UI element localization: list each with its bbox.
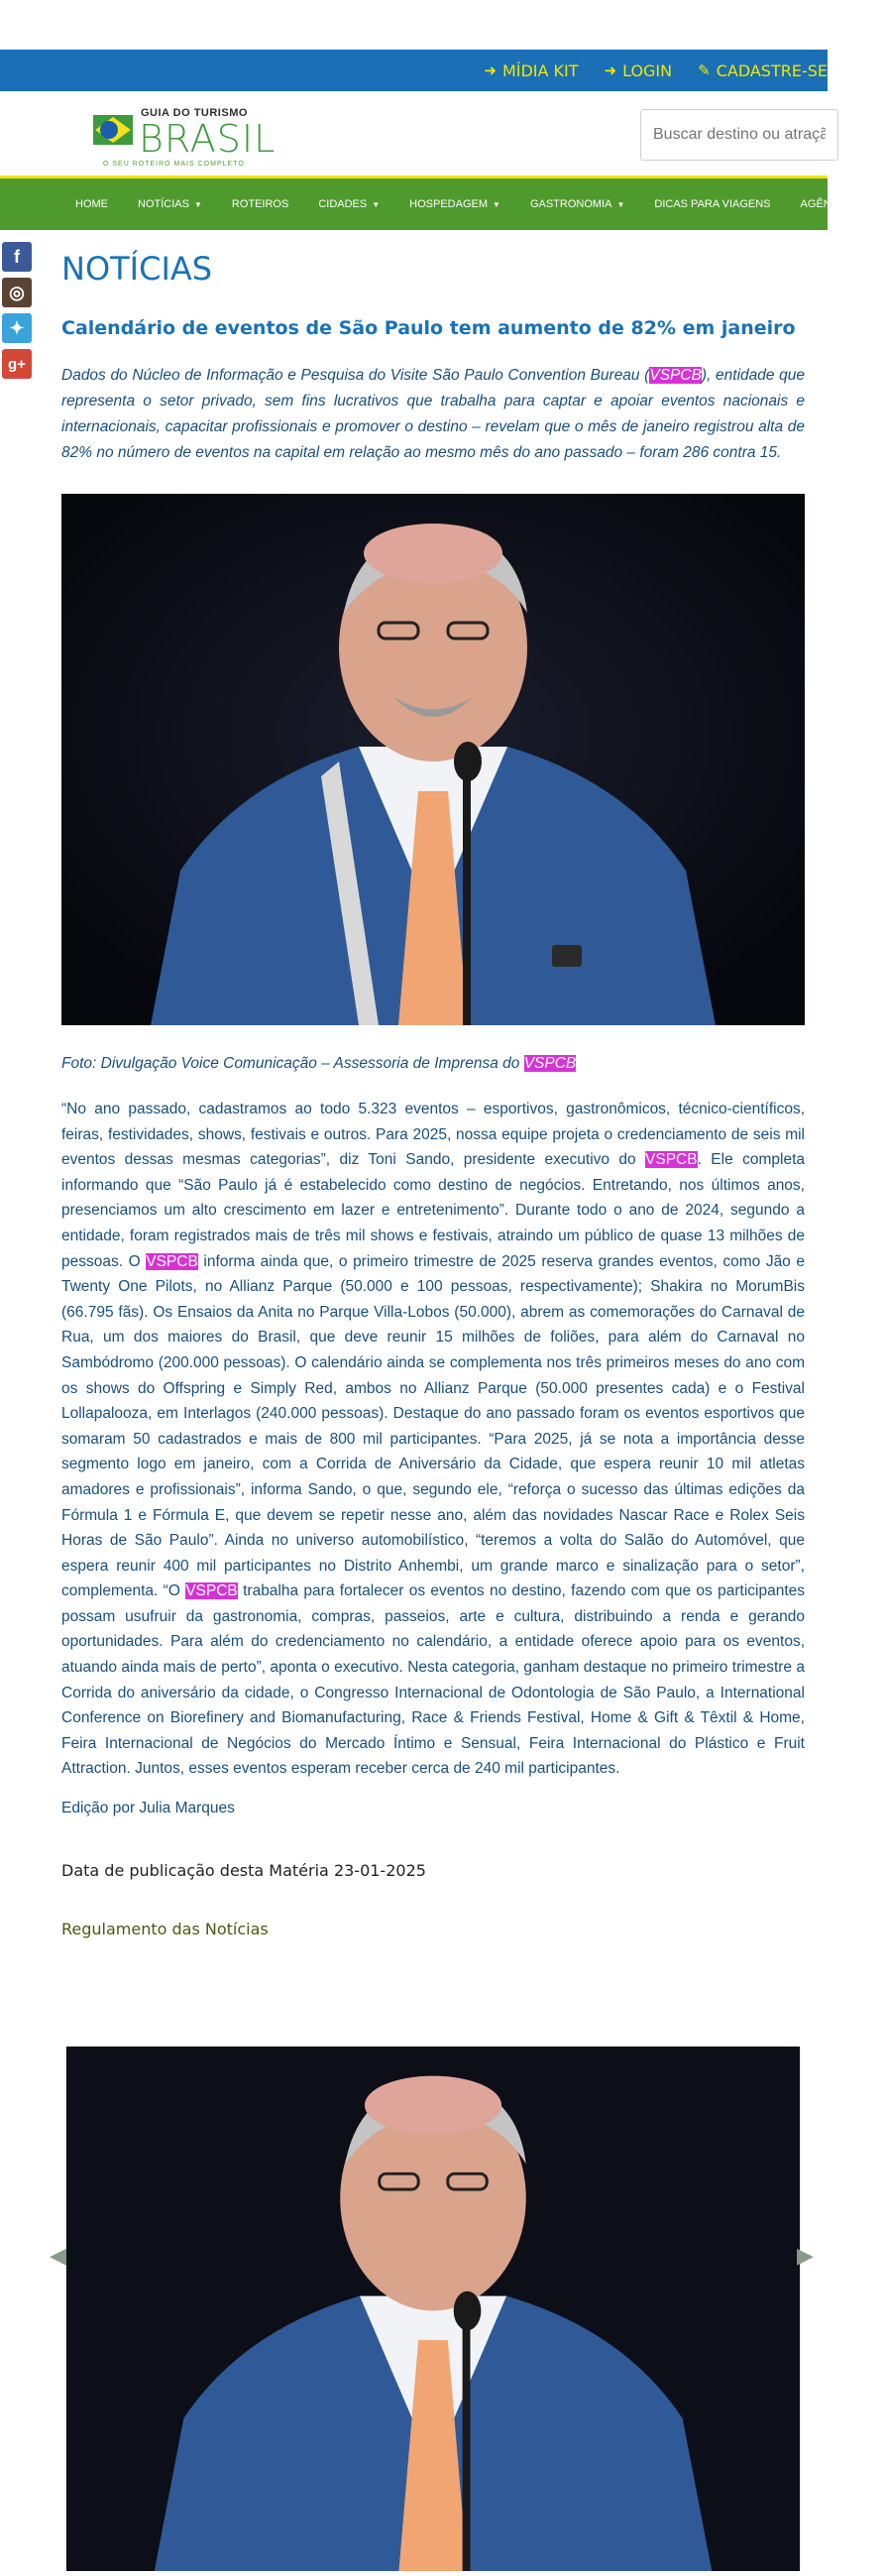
edit-icon: ✎	[698, 61, 711, 79]
highlight-vspcb[interactable]: VSPCB	[523, 1055, 577, 1072]
speaker-photo	[61, 494, 805, 1025]
social-share-bar	[2, 242, 34, 385]
article-headline: Calendário de eventos de São Paulo tem aumento de 82% em janeiro	[61, 317, 796, 339]
article-photo	[61, 494, 805, 1025]
search-input[interactable]	[640, 109, 838, 161]
carousel-photo	[79, 2047, 787, 2571]
facebook-icon[interactable]: f	[2, 242, 32, 272]
nav-item-noticias[interactable]: NOTÍCIAS ▼	[138, 198, 202, 210]
chevron-left-icon[interactable]: ◀	[50, 2243, 66, 2268]
nav-item-gastronomia[interactable]: GASTRONOMIA ▼	[529, 198, 625, 210]
caret-down-icon: ▼	[193, 199, 202, 209]
google-plus-icon[interactable]: g+	[2, 349, 32, 379]
nav-item-home[interactable]: HOME	[75, 198, 108, 210]
rules-link[interactable]: Regulamento das Notícias	[61, 1920, 269, 1939]
caret-down-icon: ▼	[372, 199, 381, 209]
main-nav	[0, 178, 857, 230]
top-bar	[0, 50, 828, 91]
caret-down-icon: ▼	[616, 199, 625, 209]
register-link[interactable]: ✎ CADASTRE-SE	[698, 60, 828, 80]
page-title: NOTÍCIAS	[61, 250, 213, 288]
highlight-vspcb[interactable]: VSPCB	[185, 1582, 238, 1600]
site-logo[interactable]	[89, 101, 277, 171]
article-editor: Edição por Julia Marques	[61, 1800, 235, 1817]
logo-tagline: O SEU ROTEIRO MAIS COMPLETO	[103, 161, 245, 168]
article-body: “No ano passado, cadastramos ao todo 5.323 eventos – esportivos, gastronômicos, técnico-científicos, feiras, festividades, shows, festivais e outros. Para 2025, nossa equipe projeta o credenciamento de seis mil eventos dessas mesmas categorias”, diz Toni Sando, presidente executivo do VSPCB. Ele completa informando que “São Paulo já é estabelecido como destino de negócios. Entretando, nos últimos anos, presenciamos um alto crescimento em lazer e entretenimento”. Durante todo o ano de 2024, segundo a entidade, foram registrados mais de três mil shows e festivais, atraindo um público de quase 13 milhões de pessoas. O VSPCB informa ainda que, o primeiro trimestre de 2025 reserva grandes eventos, como Jão e Twenty One Pilots, no Allianz Parque (50.000 e 100 pessoas, respectivamente); Shakira no MorumBis (66.795 fãs). Os Ensaios da Anita no Parque Villa-Lobos (50.000), abrem as comemorações do Carnaval de Rua, um dos maiores do Brasil, que deve reunir 15 milhões de foliões, para além do Carnaval no Sambódromo (200.000 pessoas). O calendário ainda se complementa nos três primeiros meses do ano com os shows do Offspring e Simply Red, ambos no Allianz Parque (50.000 presentes cada) e o Festival Lollapalooza, em Interlagos (240.000 pessoas). Destaque do ano passado foram os eventos esportivos que somaram 50 cadastrados e mais de 800 mil participantes. “Para 2025, já se nota a importância desse segmento logo em janeiro, com a Corrida de Aniversário da Cidade, que espera reunir 10 mil atletas amadores e profissionais”, informa Sando, o que, segundo ele, “reforça o sucesso das últimas edições da Fórmula 1 e Fórmula E, que devem se repetir nesse ano, além das novidades Nascar Race e Rolex Seis Horas de São Paulo”. Ainda no universo automobilístico, “teremos a volta do Salão do Automóvel, que espera reunir 400 mil participantes no Distrito Anhembi, um grande marco e sinalização para o setor”, complementa. “O VSPCB trabalha para fortalecer os eventos no destino, fazendo com que os participantes possam usufruir da gastronomia, compras, passeios, arte e cultura, distribuindo a renda e gerando oportunidades. Para além do credenciamento no calendário, a entidade oferece apoio para os eventos, atuando ainda mais de perto”, aponta o executivo. Nesta categoria, ganham destaque no primeiro trimestre a Corrida do aniversário da cidade, o Congresso Internacional de Odontologia de São Paulo, a International Conference on Biorefinery and Biomanufacturing, Race & Friends Festival, Home & Gift & Têxtil & Home, Feira Internacional de Negócios do Mercado Íntimo e Sensual, Feira Internacional do Plástico e Fruit Attraction. Juntos, esses eventos esperam receber cerca de 240 mil participantes.	[61, 1101, 805, 1778]
photo-caption: Foto: Divulgação Voice Comunicação – Assessoria de Imprensa do VSPCB	[61, 1055, 577, 1072]
photo-carousel	[79, 2047, 787, 2571]
chevron-right-icon[interactable]: ▶	[797, 2243, 814, 2268]
article	[61, 250, 805, 1938]
nav-item-dicas[interactable]: DICAS PARA VIAGENS	[654, 198, 771, 210]
nav-item-roteiros[interactable]: ROTEIROS	[231, 198, 289, 210]
article-lead: Dados do Núcleo de Informação e Pesquisa do Visite São Paulo Convention Bureau (VSPCB), entidade que representa o setor privado, sem fins lucrativos que trabalha para captar e apoiar eventos nacionais e internacionais, capacitar profissionais e promover o destino – revelam que o mês de janeiro registrou alta de 82% no número de eventos na capital em relação ao mesmo mês do ano passado – foram 286 contra 15.	[61, 367, 805, 461]
logo-small-text: GUIA DO TURISMO	[141, 107, 248, 119]
highlight-vspcb[interactable]: VSPCB	[645, 1151, 698, 1169]
highlight-vspcb[interactable]: VSPCB	[649, 367, 702, 384]
sign-in-icon: ➜	[604, 61, 617, 79]
publication-date: Data de publicação desta Matéria 23-01-2025	[61, 1861, 426, 1881]
sign-in-icon: ➜	[484, 61, 497, 79]
media-kit-link[interactable]: ➜ MÍDIA KIT	[484, 60, 579, 80]
instagram-icon[interactable]: ◎	[2, 278, 32, 307]
login-link[interactable]: ➜ LOGIN	[604, 60, 673, 80]
nav-item-hospedagem[interactable]: HOSPEDAGEM ▼	[409, 198, 500, 210]
caret-down-icon: ▼	[493, 199, 500, 209]
highlight-vspcb[interactable]: VSPCB	[146, 1252, 198, 1270]
twitter-icon[interactable]: ✦	[2, 313, 32, 343]
top-links	[484, 50, 828, 91]
brazil-flag-logo-icon	[89, 111, 137, 151]
nav-item-cidades[interactable]: CIDADES ▼	[318, 198, 381, 210]
site-header	[0, 91, 828, 178]
nav-item-agencias[interactable]: AGÊNCIAS	[800, 198, 857, 210]
logo-big-text: BRASIL	[139, 117, 277, 161]
